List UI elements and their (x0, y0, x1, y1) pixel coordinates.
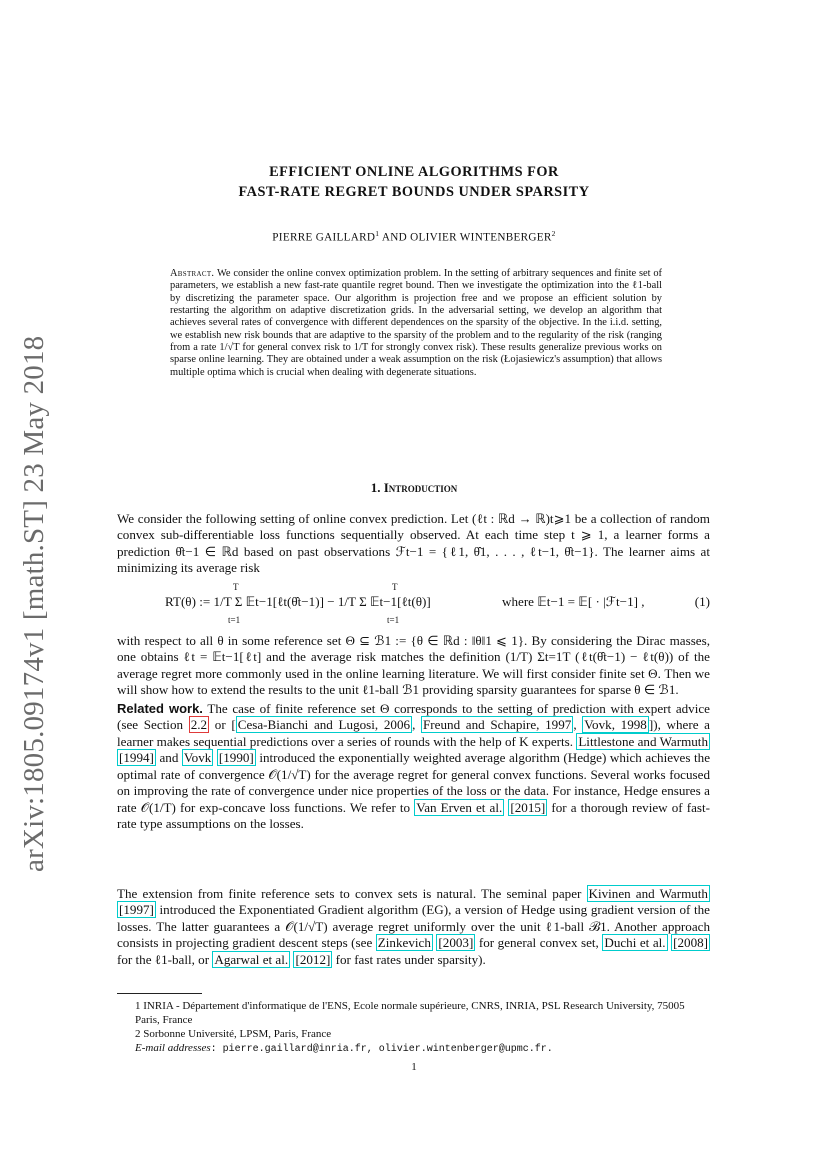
affiliation-mark: 2 (551, 229, 556, 238)
paragraph-text: introduced the exponentially weighted average algorithm (Hedge) which achieves the optimal rate of convergence 𝒪(1/√T) for the average regret for general convex functions. Several works focused on improving the rate of convergence under nice properties of the loss or the data. For instance, Hedge ensures a rate 𝒪(1/T) for exp-concave loss functions. We refer to (117, 750, 711, 815)
paragraph-text: for a thorough review of fast-rate type assumptions on the losses. (117, 799, 710, 832)
author-name: OLIVIER WINTENBERGER (410, 231, 552, 244)
citation-year-link[interactable]: [2008] (673, 935, 709, 951)
citation-link[interactable]: Cesa-Bianchi and Lugosi, 2006 (237, 717, 411, 733)
paragraph-text: The extension from finite reference sets to convex sets is natural. The seminal paper (117, 886, 587, 901)
intro-paragraph-2: with respect to all θ in some reference set Θ ⊆ ℬ1 := {θ ∈ ℝd : ‖θ‖1 ⩽ 1}. By considering the Dirac masses, one obtains ℓt = 𝔼t−1[ℓt] and the average risk matches the definition (1/T) Σt=1T (ℓt(θ̂t−1) − ℓt(θ)) of the average regret more commonly used in the online learning literature. We will first consider finite set Θ. Then we will show how to extend the results to the unit ℓ1-ball ℬ1 providing sparsity guarantees for sparse θ ∈ ℬ1. (117, 633, 710, 698)
affiliation-mark: 1 (375, 229, 380, 238)
section-link[interactable]: 2.2 (190, 717, 208, 733)
equation-1 (117, 582, 710, 626)
citation-link[interactable]: Vovk, 1998 (584, 717, 647, 733)
paper-title-line-1: EFFICIENT ONLINE ALGORITHMS FOR (269, 164, 559, 180)
arxiv-identifier: arXiv:1805.09174v1 [math.ST] 23 May 2018 (18, 335, 50, 872)
footnote-1: 1 INRIA - Département d'informatique de l'ENS, Ecole normale supérieure, CNRS, INRIA, PSL Research University, 75005 Paris, France (135, 1000, 685, 1026)
abstract (170, 268, 662, 379)
citation-year-link[interactable]: [1994] (119, 750, 154, 766)
paragraph-text: for the ℓ1-ball, or (117, 951, 213, 967)
paragraph-text: and (155, 750, 182, 766)
citation-year-link[interactable]: [2003] (438, 935, 474, 951)
related-work-label: Related work. (117, 701, 203, 716)
email-addresses[interactable]: : pierre.gaillard@inria.fr, olivier.wintenberger@upmc.fr. (210, 1044, 553, 1055)
sum-upper-limit: T (392, 582, 398, 592)
paragraph-text: introduced the Exponentiated Gradient algorithm (EG), a version of Hedge using gradient version of the losses. The latter guarantees a 𝒪(1/√T) average regret uniformly over the unit ℓ1-ball ℬ1. Another approach consists in projecting gradient descent steps (see (117, 902, 710, 951)
paragraph-text: ]), where a learner makes sequential predictions over a series of rounds with the help of K experts. (117, 717, 710, 749)
extension-paragraph (117, 886, 710, 968)
author-list (0, 229, 828, 244)
equation-rhs: 1/T Σ 𝔼t−1[ℓt(θ̂t−1)] − 1/T Σ 𝔼t−1[ℓt(θ)] (213, 594, 431, 609)
paper-title-line-2: FAST-RATE REGRET BOUNDS UNDER SPARSITY (238, 184, 590, 200)
footnote-2: 2 Sorbonne Université, LPSM, Paris, France (135, 1028, 332, 1040)
paragraph-text: , (573, 717, 583, 733)
paragraph-text: for general convex set, (475, 935, 603, 951)
paragraph-text: for fast rates under sparsity). (332, 951, 486, 967)
intro-paragraph-1: We consider the following setting of online convex prediction. Let (ℓt : ℝd → ℝ)t⩾1 be a collection of random convex sub-differentiable loss functions sequentially observed. At each time step t ⩾ 1, a learner forms a prediction θ̂t−1 ∈ ℝd based on past observations ℱt−1 = {ℓ1, θ̂1, . . . , ℓt−1, θ̂t−1}. The learner aims at minimizing its average risk (117, 511, 710, 576)
paragraph-text: or [ (209, 717, 236, 733)
citation-year-link[interactable]: [1997] (119, 902, 154, 918)
section-title: Introduction (383, 480, 458, 495)
footnote-rule (117, 993, 202, 994)
paragraph-text: , (412, 717, 422, 733)
equation-where-clause: where 𝔼t−1 = 𝔼[ · |ℱt−1] , (502, 594, 645, 609)
sum-upper-limit: T (233, 582, 239, 592)
citation-link[interactable]: Duchi et al. (604, 935, 666, 951)
citation-link[interactable]: Kivinen and Warmuth (588, 886, 708, 901)
citation-link[interactable]: Van Erven et al. (416, 799, 503, 815)
sum-lower-limit: t=1 (228, 615, 241, 625)
citation-year-link[interactable]: [2015] (510, 799, 546, 815)
email-line (117, 1041, 710, 1057)
sum-lower-limit: t=1 (387, 615, 400, 625)
equation-lhs: RT(θ) := (165, 594, 214, 609)
abstract-label: Abstract. (170, 268, 215, 279)
equation-number: (1) (694, 594, 710, 609)
citation-year-link[interactable]: [1990] (218, 750, 254, 766)
email-label: E-mail addresses (135, 1042, 211, 1054)
citation-link[interactable]: Vovk (183, 750, 212, 766)
author-conjunction: AND (379, 231, 411, 244)
related-work-paragraph (117, 701, 710, 833)
footnotes (117, 999, 710, 1057)
equation-body (165, 594, 431, 610)
section-heading (0, 480, 828, 496)
author-name: PIERRE GAILLARD (272, 231, 376, 244)
paragraph-text: The case of finite reference set Θ corresponds to the setting of prediction with expert advice (see Section (117, 701, 710, 733)
abstract-text: We consider the online convex optimization problem. In the setting of arbitrary sequences and finite set of parameters, we establish a new fast-rate quantile regret bound. Then we investigate the optimization into the ℓ1-ball by discretizing the parameter space. Our algorithm is projection free and we propose an efficient solution by restarting the algorithm on adaptive discretization grids. In the adversarial setting, we develop an algorithm that achieves several rates of convergence with different dependences on the sparsity of the objective. In the i.i.d. setting, we establish new risk bounds that are adaptive to the sparsity of the problem and to the regularity of the risk (ranging from a rate 1/√T for general convex risk to 1/T for strongly convex risk). These results generalize previous works on sparse online learning. They are obtained under a weak assumption on the risk (Łojasiewicz's assumption) that allows multiple optima which is crucial when dealing with degenerate situations. (170, 268, 662, 378)
citation-year-link[interactable]: [2012] (295, 951, 331, 967)
page-number: 1 (411, 1061, 417, 1073)
citation-link[interactable]: Agarwal et al. (214, 951, 289, 967)
citation-link[interactable]: Littlestone and Warmuth (578, 733, 708, 749)
citation-link[interactable]: Zinkevich (377, 935, 431, 951)
section-number: 1. (370, 480, 381, 495)
citation-link[interactable]: Freund and Schapire, 1997 (423, 717, 572, 733)
